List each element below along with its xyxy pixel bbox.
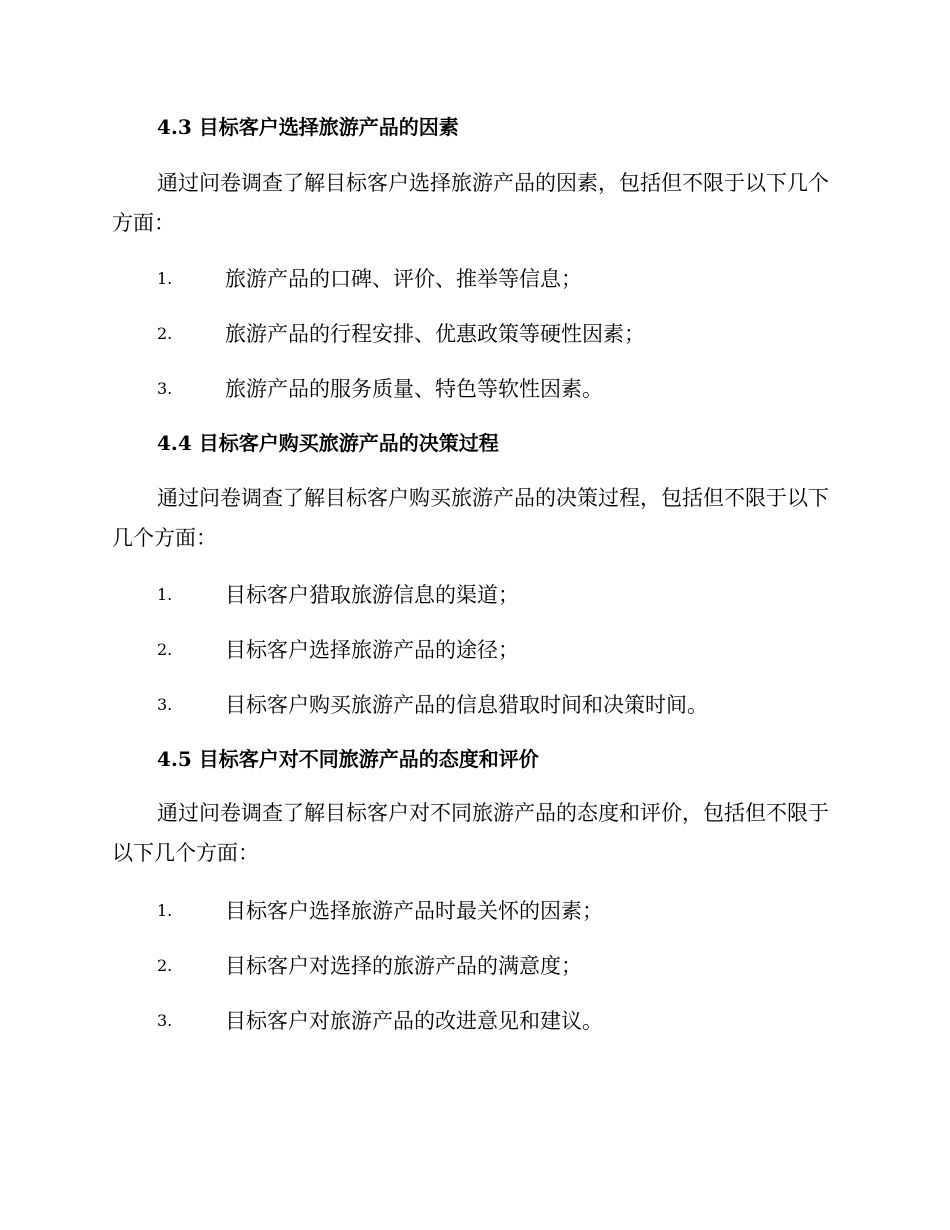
list-item-text: 目标客户猎取旅游信息的渠道； xyxy=(225,583,519,607)
list-item-number: 3. xyxy=(157,1011,173,1030)
section-heading: 4.3 目标客户选择旅游产品的因素 xyxy=(157,115,459,139)
list-item xyxy=(157,690,837,720)
list-item xyxy=(157,580,837,610)
list-item-text: 旅游产品的行程安排、优惠政策等硬性因素； xyxy=(225,322,645,346)
list-item-number: 1. xyxy=(157,585,173,604)
list-item-text: 目标客户选择旅游产品的途径； xyxy=(225,638,519,662)
list-item xyxy=(157,896,837,926)
list-item-text: 目标客户选择旅游产品时最关怀的因素； xyxy=(225,899,603,923)
section-intro: 通过问卷调查了解目标客户购买旅游产品的决策过程，包括但不限于以下几个方面： xyxy=(112,486,829,550)
list-item xyxy=(157,374,837,404)
section-intro: 通过问卷调查了解目标客户对不同旅游产品的态度和评价，包括但不限于以下几个方面： xyxy=(112,801,829,865)
list-item xyxy=(157,264,837,294)
list-item xyxy=(157,635,837,665)
list-item-number: 2. xyxy=(157,324,173,343)
list-item-number: 3. xyxy=(157,379,173,398)
list-item xyxy=(157,319,837,349)
list-item-text: 旅游产品的服务质量、特色等软性因素。 xyxy=(225,377,603,401)
list-item-text: 目标客户对选择的旅游产品的满意度； xyxy=(225,954,582,978)
list-item-number: 2. xyxy=(157,640,173,659)
list-item-number: 3. xyxy=(157,695,173,714)
list-item-text: 目标客户对旅游产品的改进意见和建议。 xyxy=(225,1009,603,1033)
section-heading: 4.5 目标客户对不同旅游产品的态度和评价 xyxy=(157,747,539,771)
list-item-text: 旅游产品的口碑、评价、推举等信息； xyxy=(225,267,582,291)
list-item-number: 1. xyxy=(157,269,173,288)
section-heading: 4.4 目标客户购买旅游产品的决策过程 xyxy=(157,431,499,455)
section-intro: 通过问卷调查了解目标客户选择旅游产品的因素，包括但不限于以下几个方面： xyxy=(112,171,829,235)
list-item xyxy=(157,1006,837,1036)
list-item xyxy=(157,951,837,981)
list-item-text: 目标客户购买旅游产品的信息猎取时间和决策时间。 xyxy=(225,693,708,717)
list-item-number: 2. xyxy=(157,956,173,975)
list-item-number: 1. xyxy=(157,901,173,920)
